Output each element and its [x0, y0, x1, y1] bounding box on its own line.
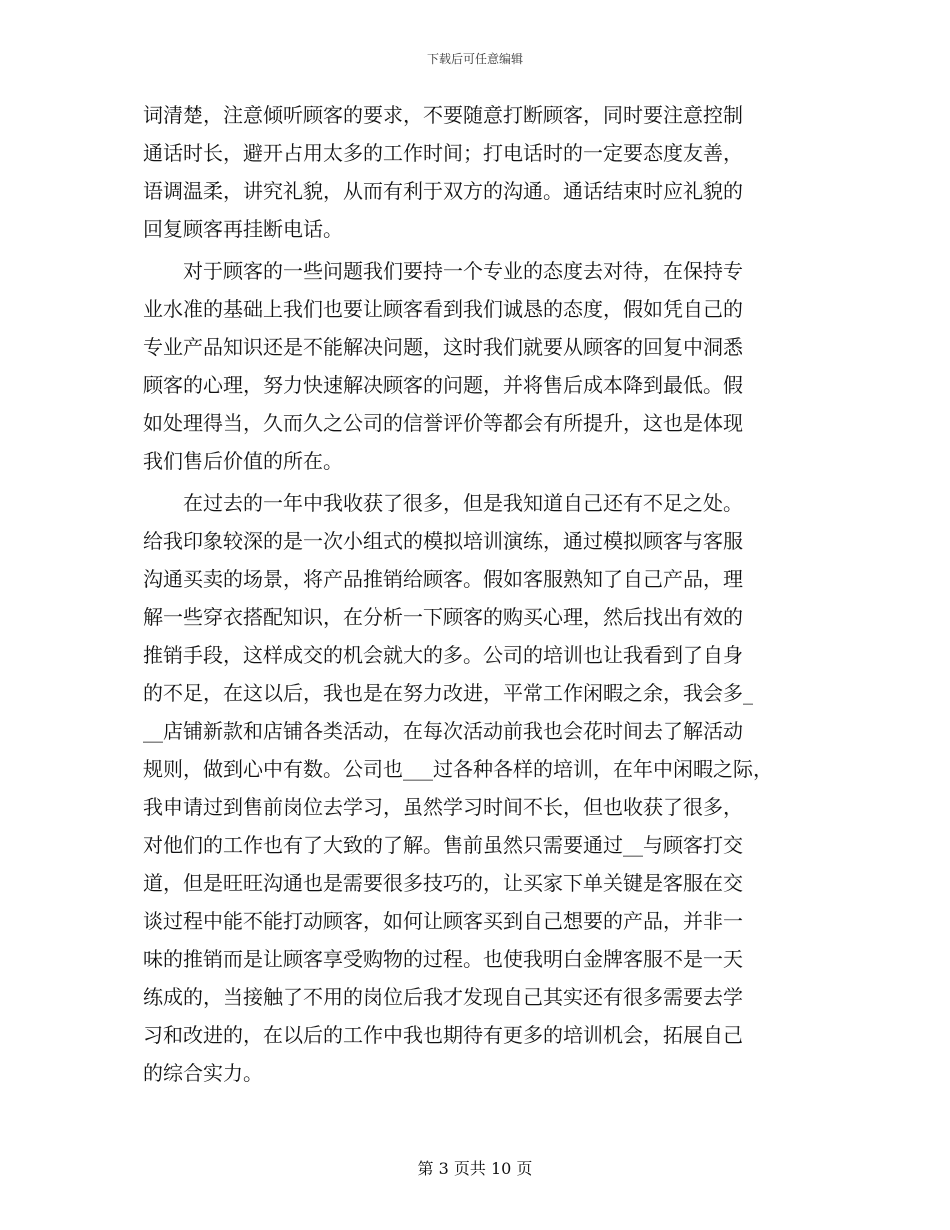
text-line: 词清楚，注意倾听顾客的要求，不要随意打断顾客，同时要注意控制	[143, 103, 743, 127]
text-line: 给我印象较深的是一次小组式的模拟培训演练，通过模拟顾客与客服	[143, 529, 743, 553]
paragraph-2	[143, 252, 823, 480]
text-line: 规则，做到心中有数。公司也___过各种各样的培训，在年中闲暇之际，	[143, 757, 773, 781]
paragraph-3	[143, 484, 823, 1092]
page-header: 下载后可任意编辑	[426, 52, 523, 66]
text-line: __店铺新款和店铺各类活动，在每次活动前我也会花时间去了解活动	[143, 719, 743, 743]
text-line: 对他们的工作也有了大致的了解。售前虽然只需要通过__与顾客打交	[143, 833, 743, 857]
text-line: 推销手段，这样成交的机会就大的多。公司的培训也让我看到了自身	[143, 643, 743, 667]
text-line: 回复顾客再挂断电话。	[143, 217, 343, 241]
text-line: 练成的，当接触了不用的岗位后我才发现自己其实还有很多需要去学	[143, 985, 743, 1009]
text-line: 顾客的心理，努力快速解决顾客的问题，并将售后成本降到最低。假	[143, 373, 743, 397]
paragraph-1	[143, 96, 823, 248]
document-body	[143, 96, 823, 1092]
text-line: 沟通买卖的场景，将产品推销给顾客。假如客服熟知了自己产品，理	[143, 567, 743, 591]
text-line: 我们售后价值的所在。	[143, 449, 343, 473]
text-line: 如处理得当，久而久之公司的信誉评价等都会有所提升，这也是体现	[143, 411, 743, 435]
text-line: 习和改进的，在以后的工作中我也期待有更多的培训机会，拓展自己	[143, 1023, 743, 1047]
text-line: 我申请过到售前岗位去学习，虽然学习时间不长，但也收获了很多，	[143, 795, 743, 819]
text-line: 解一些穿衣搭配知识，在分析一下顾客的购买心理，然后找出有效的	[143, 605, 743, 629]
page-number-footer: 第 3 页共 10 页	[417, 1159, 533, 1178]
text-line: 专业产品知识还是不能解决问题，这时我们就要从顾客的回复中洞悉	[143, 335, 743, 359]
text-line: 业水准的基础上我们也要让顾客看到我们诚恳的态度，假如凭自己的	[143, 297, 743, 321]
text-line: 语调温柔，讲究礼貌，从而有利于双方的沟通。通话结束时应礼貌的	[143, 179, 743, 203]
text-line: 的综合实力。	[143, 1061, 263, 1085]
text-line: 的不足，在这以后，我也是在努力改进，平常工作闲暇之余，我会多_	[143, 681, 753, 705]
text-line: 对于顾客的一些问题我们要持一个专业的态度去对待，在保持专	[143, 259, 743, 283]
text-line: 味的推销而是让顾客享受购物的过程。也使我明白金牌客服不是一天	[143, 947, 743, 971]
text-line: 道，但是旺旺沟通也是需要很多技巧的，让买家下单关键是客服在交	[143, 871, 743, 895]
text-line: 谈过程中能不能打动顾客，如何让顾客买到自己想要的产品，并非一	[143, 909, 743, 933]
text-line: 在过去的一年中我收获了很多，但是我知道自己还有不足之处。	[143, 491, 743, 515]
text-line: 通话时长，避开占用太多的工作时间；打电话时的一定要态度友善，	[143, 141, 743, 165]
